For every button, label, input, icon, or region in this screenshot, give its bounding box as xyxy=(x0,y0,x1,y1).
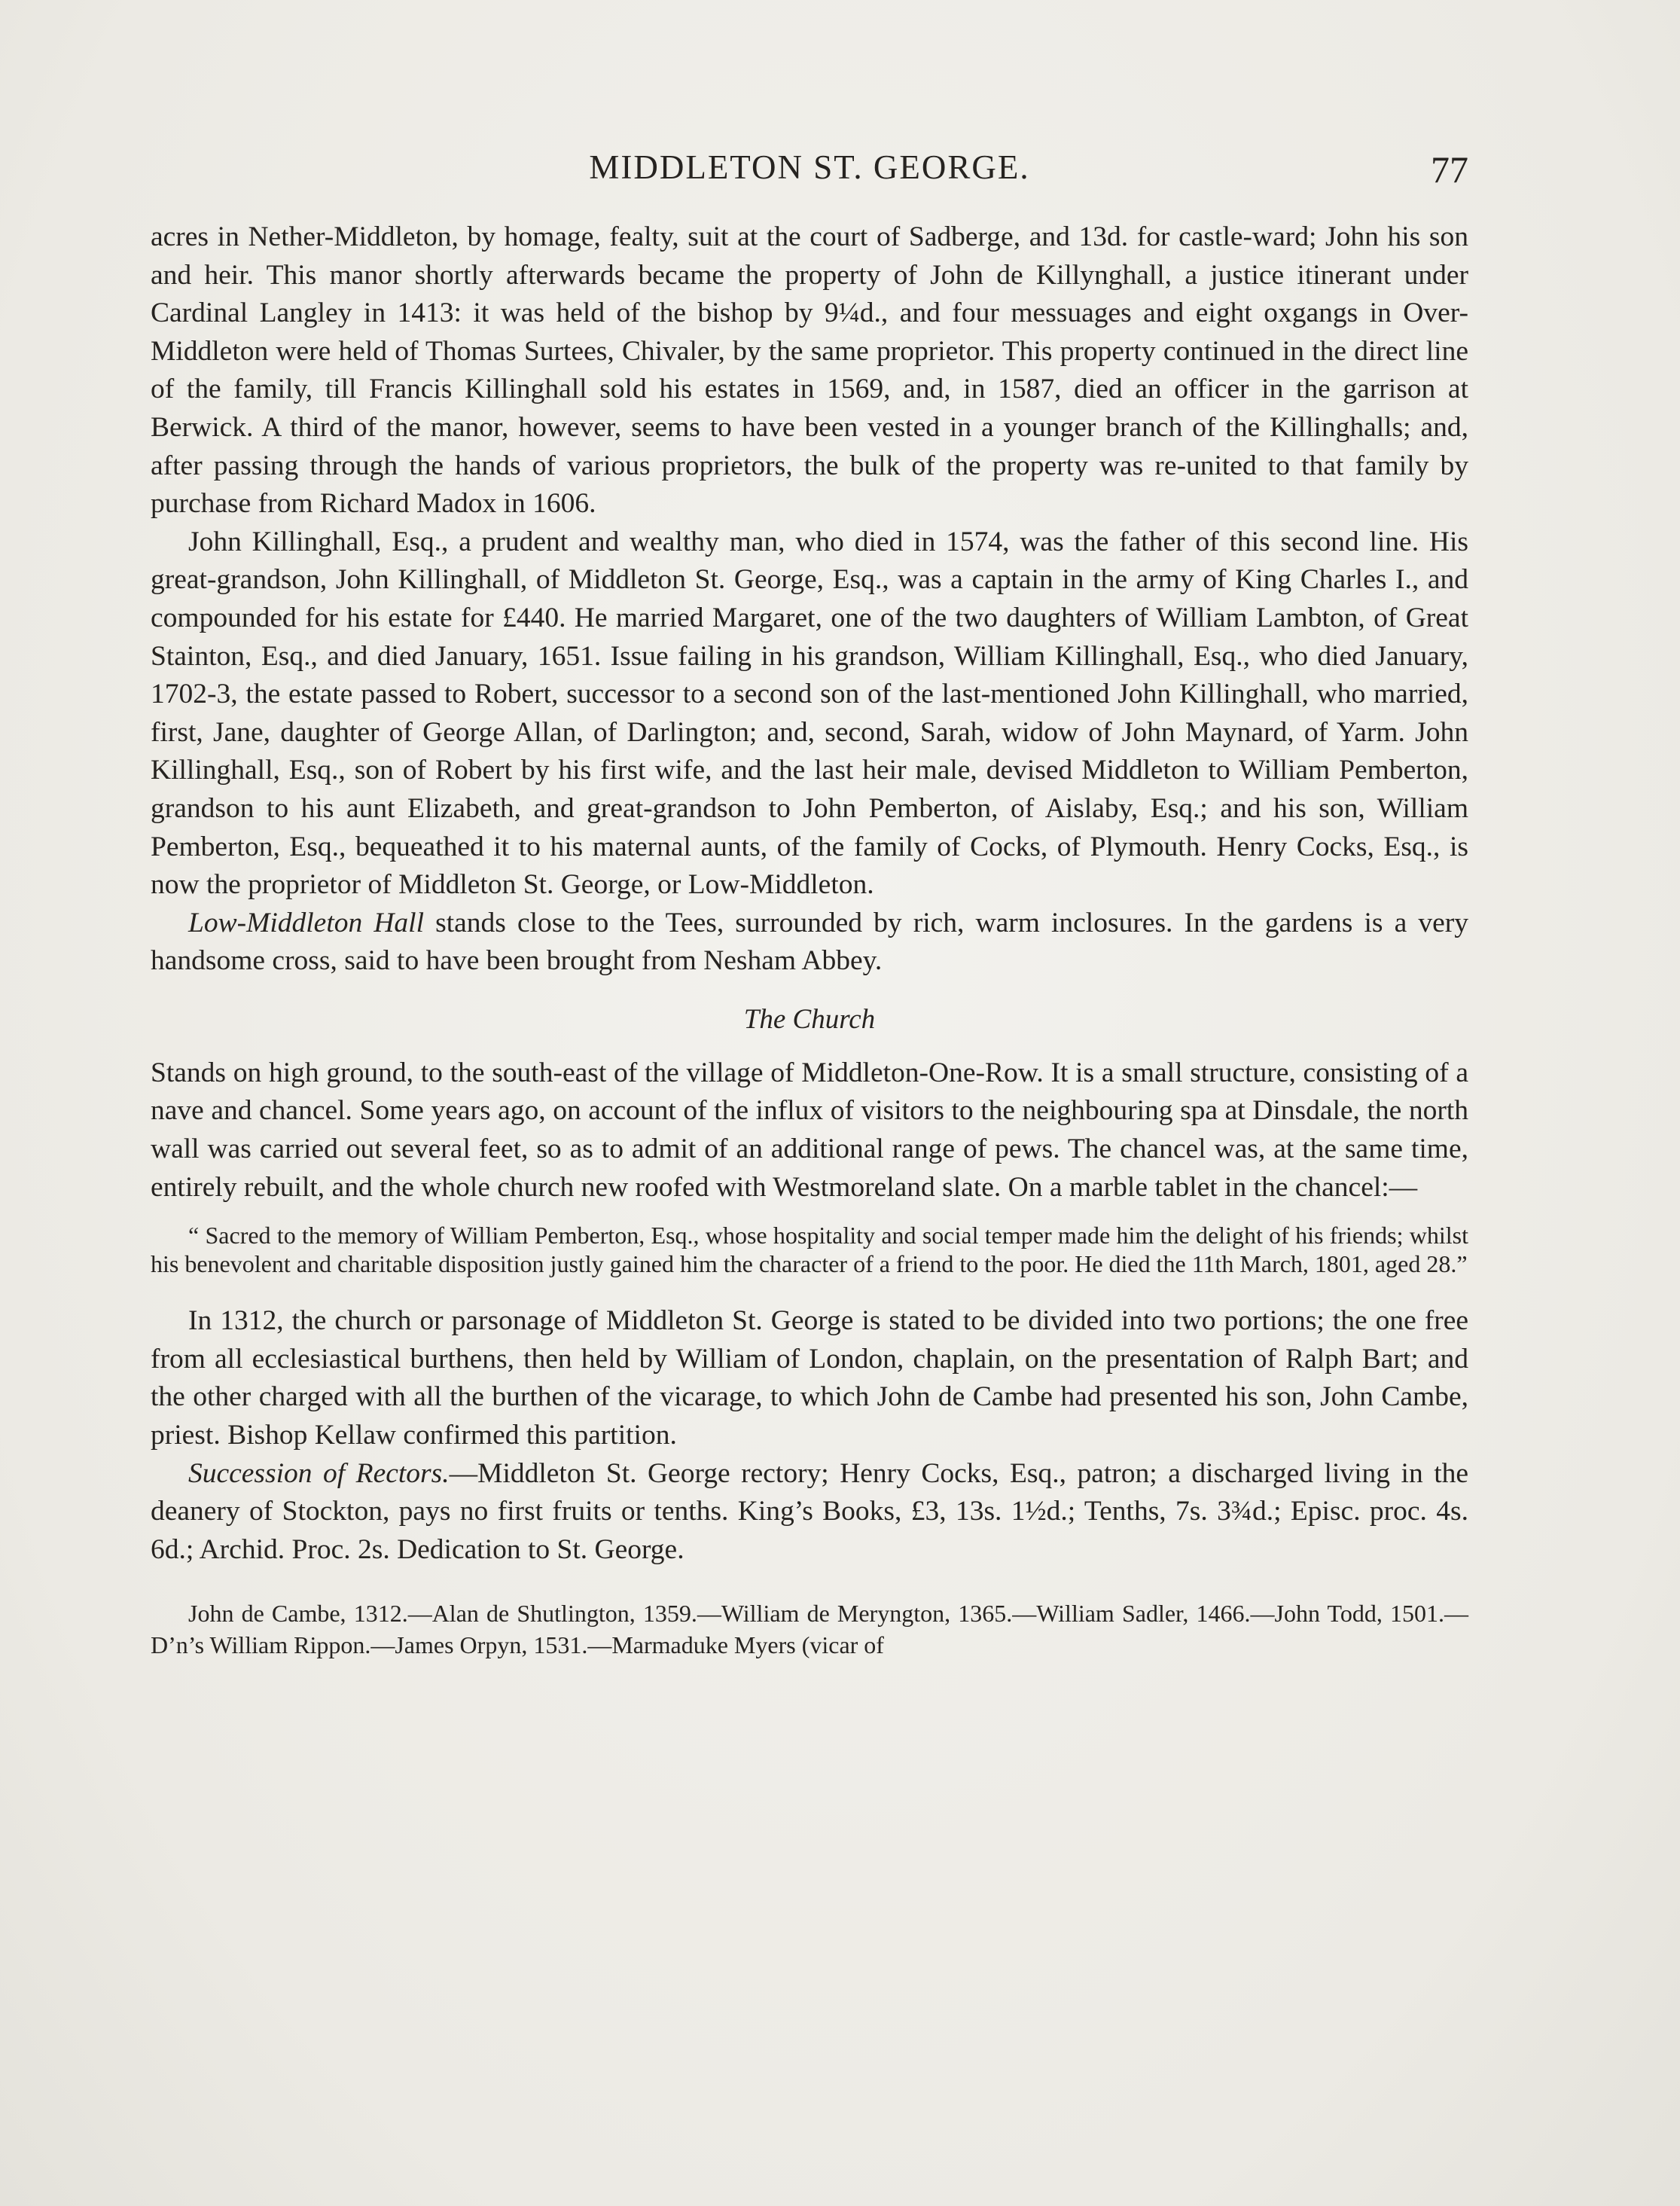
paragraph-succession-of-rectors xyxy=(151,1455,1468,1570)
page-header xyxy=(151,148,1468,193)
paragraph-church-portions: In 1312, the church or parsonage of Middleton St. George is stated to be divided into two portions; the one free from all ecclesiastical burthens, then held by William of London, chaplain, on the presentation of Ralph Bart; and the other charged with all the burthen of the vicarage, to which John de Cambe had presented his son, John Cambe, priest. Bishop Kellaw confirmed this partition. xyxy=(151,1305,1468,1451)
hall-name: Low-Middleton Hall xyxy=(188,907,425,938)
body-text xyxy=(151,218,1468,1661)
paragraph-killinghall-line: John Killinghall, Esq., a prudent and wealthy man, who died in 1574, was the father of this second line. His great-grandson, John Killinghall, of Middleton St. George, Esq., was a captain in the army of King Charles I., and compounded for his estate for £440. He married Margaret, one of the two daughters of William Lambton, of Great Stainton, Esq., and died January, 1651. Issue failing in his grandson, William Killinghall, Esq., who died January, 1702-3, the estate passed to Robert, successor to a second son of the last-mentioned John Killinghall, who married, first, Jane, daughter of George Allan, of Darlington; and, second, Sarah, widow of John Maynard, of Yarm. John Killinghall, Esq., son of Robert by his first wife, and the last heir male, devised Middleton to William Pemberton, grandson to his aunt Elizabeth, and great-grandson to John Pemberton, of Aislaby, Esq.; and his son, William Pemberton, Esq., bequeathed it to his maternal aunts, of the family of Cocks, of Plymouth. Henry Cocks, Esq., is now the proprietor of Middleton St. George, or Low-Middleton. xyxy=(151,526,1468,901)
section-heading-church: The Church xyxy=(743,1003,876,1035)
succession-heading: Succession of Rectors. xyxy=(188,1457,450,1489)
paragraph-church-description: Stands on high ground, to the south-east of the village of Middleton-One-Row. It is a small structure, consisting of a nave and chancel. Some years ago, on account of the influx of visitors to the neighbouring spa at Dinsdale, the north wall was carried out several feet, so as to admit of an additional range of pews. The chancel was, at the same time, entirely rebuilt, and the whole church new roofed with Westmoreland slate. On a marble tablet in the chancel:— xyxy=(151,1057,1468,1203)
memorial-inscription: “ Sacred to the memory of William Pemberton, Esq., whose hospitality and social temper made him the delight of his friends; whilst his benevolent and charitable disposition justly gained him the character of a friend to the poor. He died the 11th March, 1801, aged 28.” xyxy=(151,1222,1468,1278)
paragraph-manor-history: acres in Nether-Middleton, by homage, fealty, suit at the court of Sadberge, and 13d. for castle-ward; John his son and heir. This manor shortly afterwards became the property of John de Killynghall, a justice itinerant under Cardinal Langley in 1413: it was held of the bishop by 9¼d., and four messuages and eight oxgangs in Over-Middleton were held of Thomas Surtees, Chivaler, by the same proprietor. This property continued in the direct line of the family, till Francis Killinghall sold his estates in 1569, and, in 1587, died an officer in the garrison at Berwick. A third of the manor, however, seems to have been vested in a younger branch of the Killinghalls; and, after passing through the hands of various proprietors, the bulk of the property was re-united to that family by purchase from Richard Madox in 1606. xyxy=(151,221,1468,520)
running-title: MIDDLETON ST. GEORGE. xyxy=(589,148,1030,186)
page-number: 77 xyxy=(1431,148,1468,191)
hall-description: stands close to the Tees, surrounded by rich, warm inclosures. In the gardens is a very handsome cross, said to have been brought from Nesham Abbey. xyxy=(151,907,1468,977)
paragraph-low-middleton-hall xyxy=(151,905,1468,981)
rectors-list: John de Cambe, 1312.—Alan de Shutlington, 1359.—William de Meryngton, 1365.—William Sadler, 1466.—John Todd, 1501.—D’n’s William Rippon.—James Orpyn, 1531.—Marmaduke Myers (vicar of xyxy=(151,1600,1468,1659)
succession-details: —Middleton St. George rectory; Henry Cocks, Esq., patron; a discharged living in the deanery of Stockton, pays no first fruits or tenths. King’s Books, £3, 13s. 1½d.; Tenths, 7s. 3¾d.; Episc. proc. 4s. 6d.; Archid. Proc. 2s. Dedication to St. George. xyxy=(151,1457,1469,1565)
